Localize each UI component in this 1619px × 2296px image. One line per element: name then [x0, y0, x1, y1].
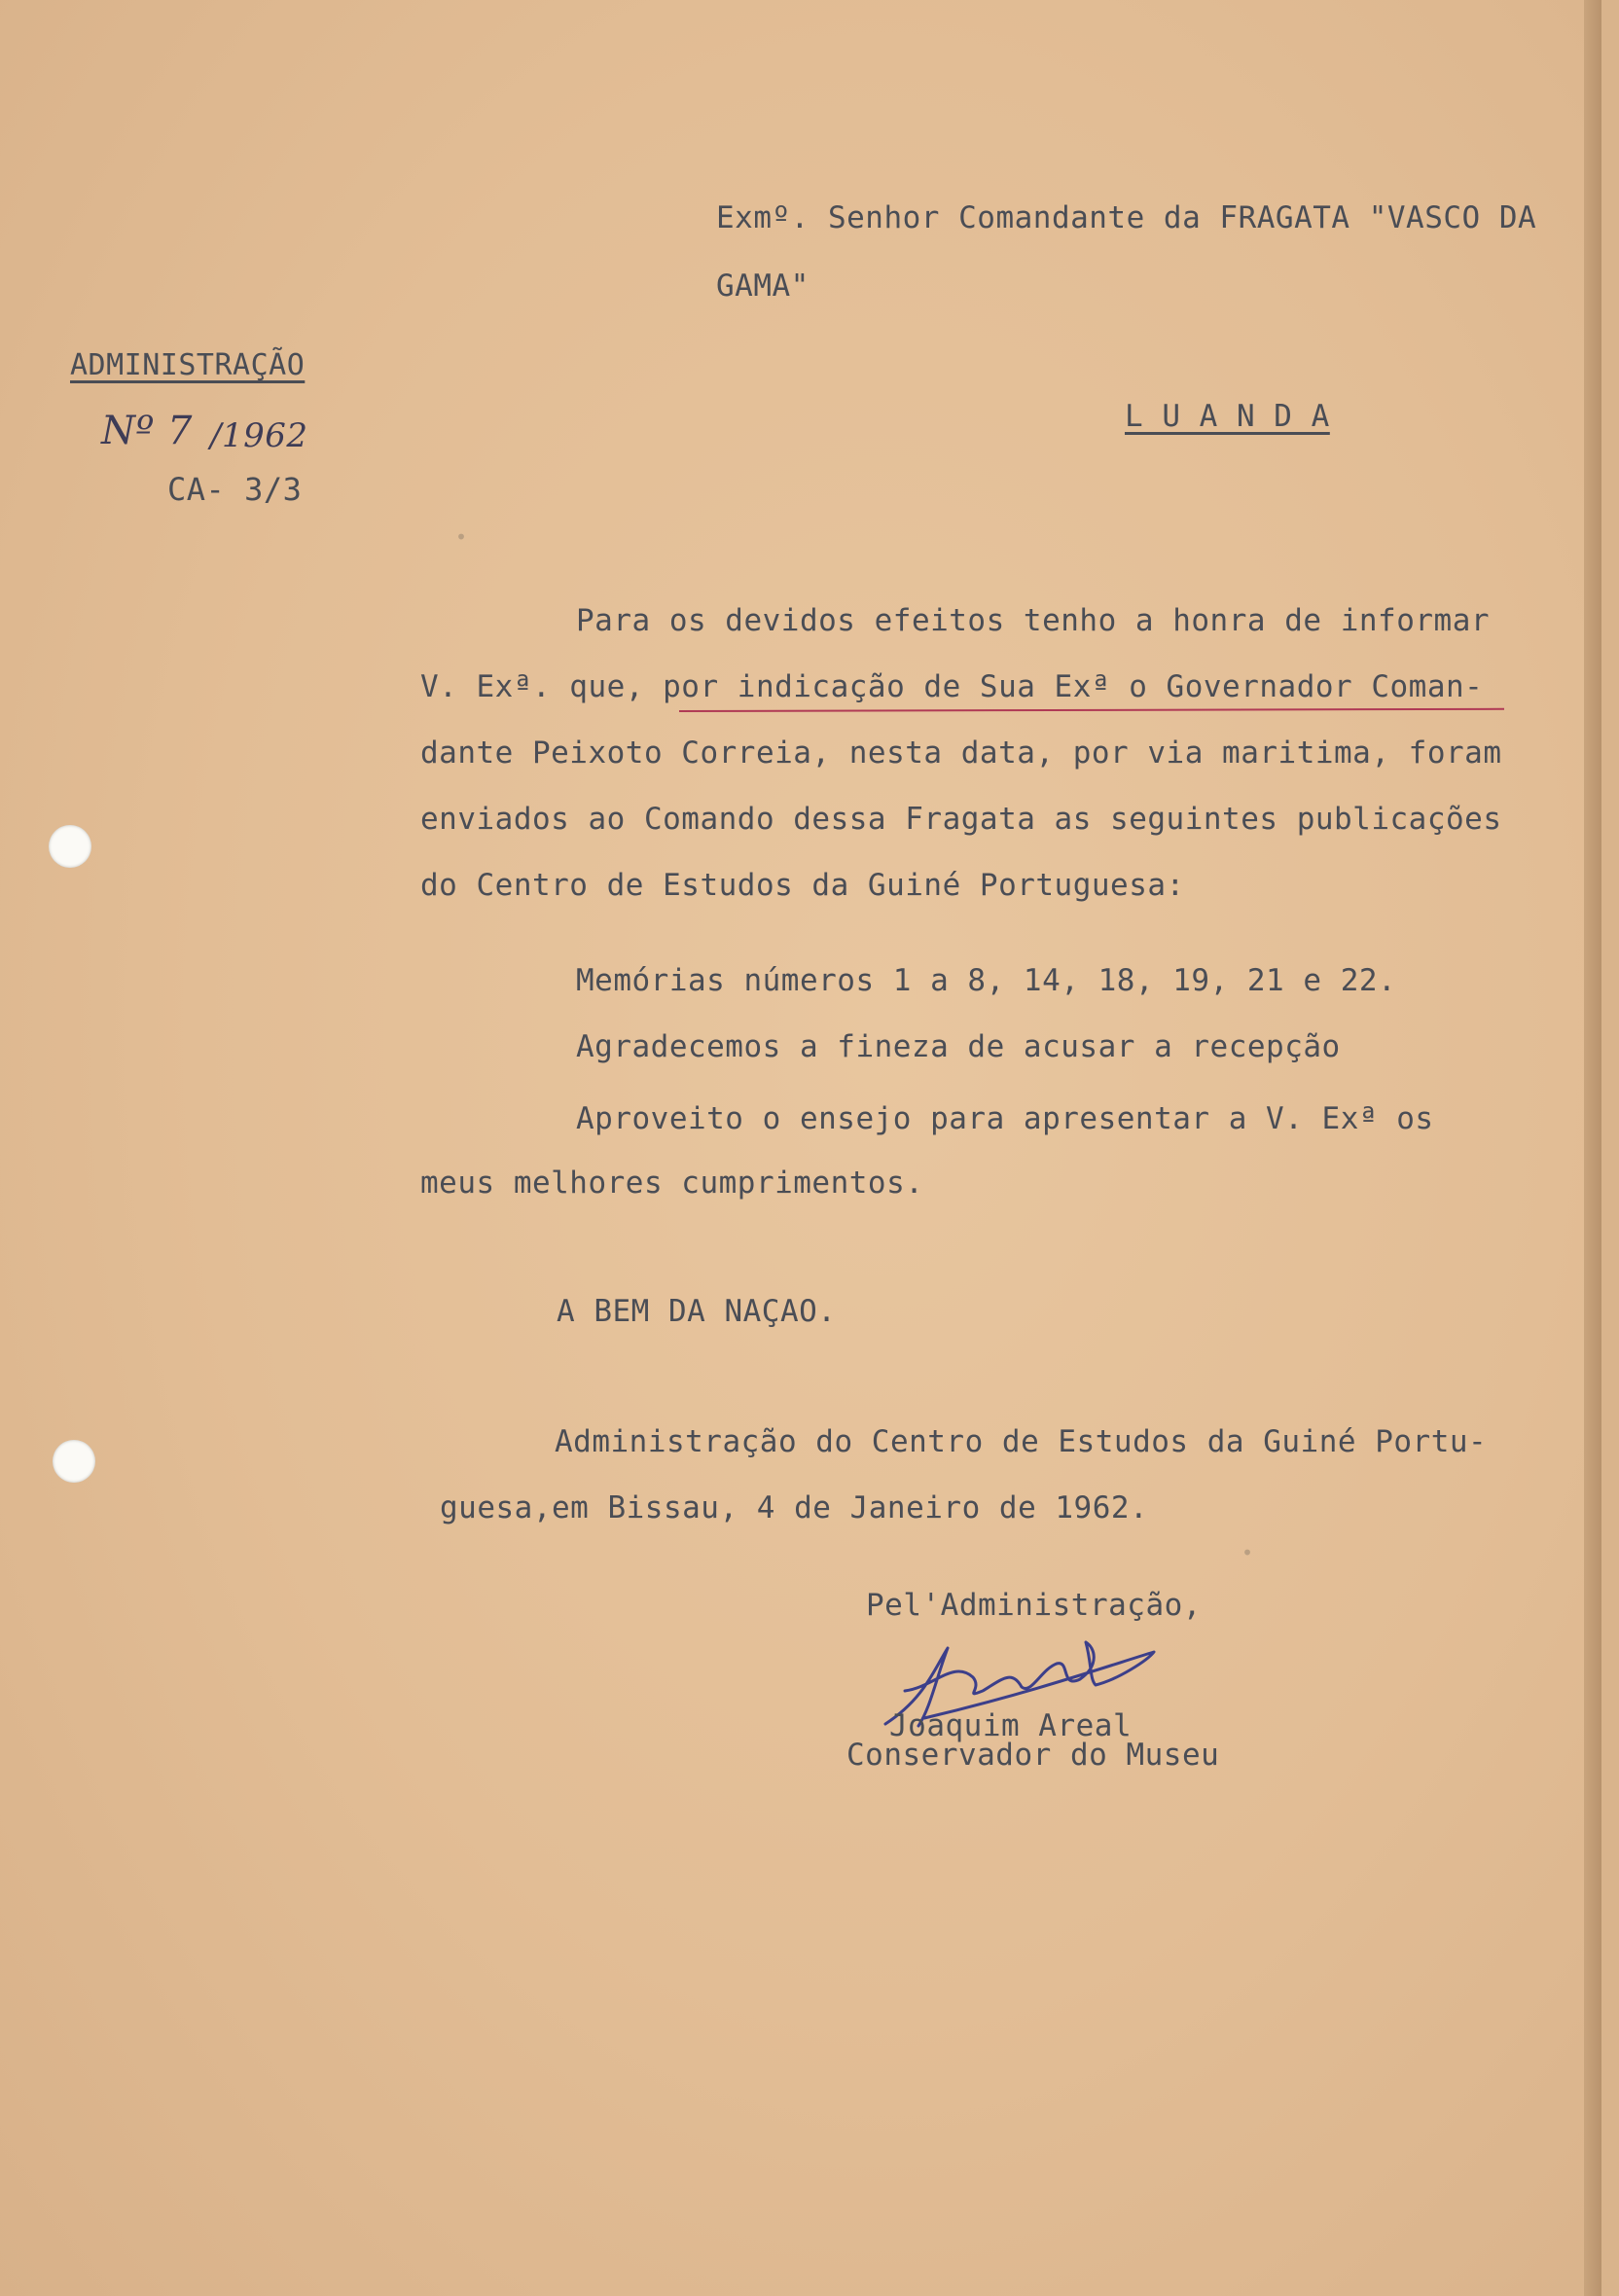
handwritten-year: /1962 [210, 416, 308, 455]
signatory-title: Conservador do Museu [846, 1738, 1220, 1773]
thanks-line: Agradecemos a fineza de acusar a recepção [576, 1029, 1341, 1064]
paper-edge [1584, 0, 1601, 2296]
body-line-5: do Centro de Estudos da Guiné Portuguesa: [420, 868, 1185, 903]
recipient-line-1: Exmº. Senhor Comandante da FRAGATA "VASCO DA [716, 200, 1537, 235]
handwritten-number: Nº 7 [101, 409, 193, 453]
punch-hole-bottom [53, 1440, 95, 1483]
paper-mark: • [1241, 1541, 1254, 1564]
body-line-4: enviados ao Comando dessa Fragata as seguintes publicações [420, 802, 1502, 837]
signature-on-behalf: Pel'Administração, [866, 1588, 1202, 1623]
reference-code: CA- 3/3 [167, 471, 303, 508]
paper-mark: • [455, 525, 468, 549]
place-date-line-1: Administração do Centro de Estudos da Guiné Portu- [555, 1424, 1488, 1459]
body-line-1: Para os devidos efeitos tenho a honra de informar [576, 603, 1491, 638]
body-line-3: dante Peixoto Correia, nesta data, por via maritima, foram [420, 735, 1502, 771]
recipient-line-2: GAMA" [716, 269, 810, 304]
closing-line-2: meus melhores cumprimentos. [420, 1166, 924, 1201]
body-line-2: V. Exª. que, por indicação de Sua Exª o Governador Coman- [420, 669, 1484, 704]
motto: A BEM DA NAÇAO. [557, 1294, 837, 1329]
department-heading: ADMINISTRAÇÃO [70, 348, 306, 382]
memorias-list: Memórias números 1 a 8, 14, 18, 19, 21 e 22. [576, 963, 1397, 998]
red-pen-underline [679, 708, 1504, 712]
signatory-name: Joaquim Areal [889, 1708, 1133, 1743]
punch-hole-top [49, 825, 91, 868]
closing-line-1: Aproveito o ensejo para apresentar a V. Exª os [576, 1101, 1434, 1136]
recipient-city: L U A N D A [1125, 399, 1330, 434]
place-date-line-2: guesa,em Bissau, 4 de Janeiro de 1962. [440, 1490, 1149, 1525]
